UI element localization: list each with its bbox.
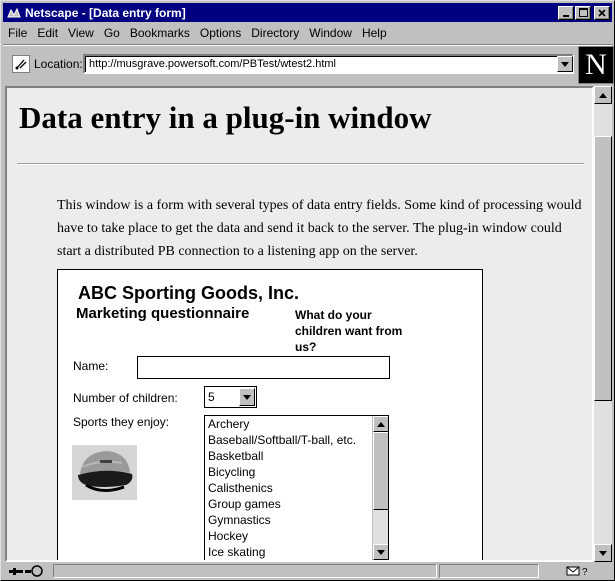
list-scroll-thumb[interactable] <box>373 432 389 510</box>
menu-window[interactable]: Window <box>309 26 352 40</box>
location-label: Location: <box>34 57 83 71</box>
children-count-select[interactable] <box>204 386 257 408</box>
list-item[interactable]: Calisthenics <box>208 481 273 495</box>
name-field[interactable] <box>137 356 390 379</box>
sports-label: Sports they enjoy: <box>73 415 170 429</box>
menu-bookmarks[interactable]: Bookmarks <box>129 26 190 40</box>
status-bar <box>3 562 612 580</box>
scroll-up-icon[interactable] <box>594 86 612 104</box>
menu-go[interactable]: Go <box>103 26 120 40</box>
name-label: Name: <box>73 359 109 373</box>
question-text: What do your children want from us? <box>295 308 403 354</box>
menu-help[interactable]: Help <box>361 26 387 40</box>
maximize-button[interactable] <box>575 6 591 20</box>
cap-image <box>72 445 137 500</box>
children-label: Number of children: <box>73 391 178 405</box>
sports-listbox[interactable] <box>204 415 389 561</box>
form-subtitle: Marketing questionnaire <box>76 305 250 322</box>
mail-icon[interactable] <box>541 563 599 579</box>
menu-file[interactable]: File <box>8 26 28 40</box>
page-title: Data entry in a plug-in window <box>19 100 432 135</box>
status-progress-field <box>439 564 539 578</box>
list-item[interactable]: Group games <box>208 497 281 511</box>
netscape-logo[interactable]: N <box>578 46 614 84</box>
list-item[interactable]: Hockey <box>208 529 249 543</box>
location-input[interactable]: http://musgrave.powersoft.com/PBTest/wtest2.html <box>83 54 574 74</box>
list-item[interactable]: Basketball <box>208 449 264 463</box>
close-button[interactable] <box>594 6 610 20</box>
location-dropdown-button[interactable] <box>557 56 573 72</box>
menu-bar <box>3 23 612 43</box>
horizontal-rule <box>17 163 584 165</box>
scroll-up-icon[interactable] <box>373 416 389 432</box>
list-item[interactable]: Bicycling <box>208 465 256 479</box>
menu-edit[interactable]: Edit <box>37 26 59 40</box>
location-bar <box>3 44 612 84</box>
chevron-down-icon[interactable] <box>239 388 255 406</box>
list-item[interactable]: Archery <box>208 417 250 431</box>
minimize-button[interactable] <box>558 6 574 20</box>
company-name: ABC Sporting Goods, Inc. <box>78 283 299 303</box>
page-scroll-thumb[interactable] <box>594 136 612 401</box>
scroll-down-icon[interactable] <box>594 544 612 562</box>
plugin-window <box>57 269 483 562</box>
page-content <box>5 86 594 562</box>
list-item[interactable]: Baseball/Softball/T-ball, etc. <box>208 433 357 447</box>
menu-directory[interactable]: Directory <box>251 26 300 40</box>
netscape-icon <box>6 6 22 20</box>
list-item[interactable]: Gymnastics <box>208 513 271 527</box>
intro-paragraph: This window is a form with several types of data entry fields. Some kind of processing would have to take place to get the data and send it back to the server. The plug-in window could start a distributed PB connection to a listening app on the server. <box>57 198 582 259</box>
window-title: Netscape - [Data entry form] <box>25 5 186 20</box>
security-key-icon[interactable] <box>3 563 53 579</box>
status-text-field <box>53 564 437 578</box>
page-scrollbar[interactable] <box>594 86 612 562</box>
title-bar[interactable] <box>3 3 612 22</box>
svg-text:?: ? <box>582 567 588 577</box>
children-count-value: 5 <box>208 390 215 404</box>
list-item[interactable]: Ice skating <box>208 545 266 559</box>
bookmark-link-icon[interactable] <box>12 55 30 73</box>
list-scrollbar[interactable] <box>372 416 388 560</box>
menu-view[interactable]: View <box>68 26 94 40</box>
menu-options[interactable]: Options <box>199 26 242 40</box>
scroll-down-icon[interactable] <box>373 544 389 560</box>
